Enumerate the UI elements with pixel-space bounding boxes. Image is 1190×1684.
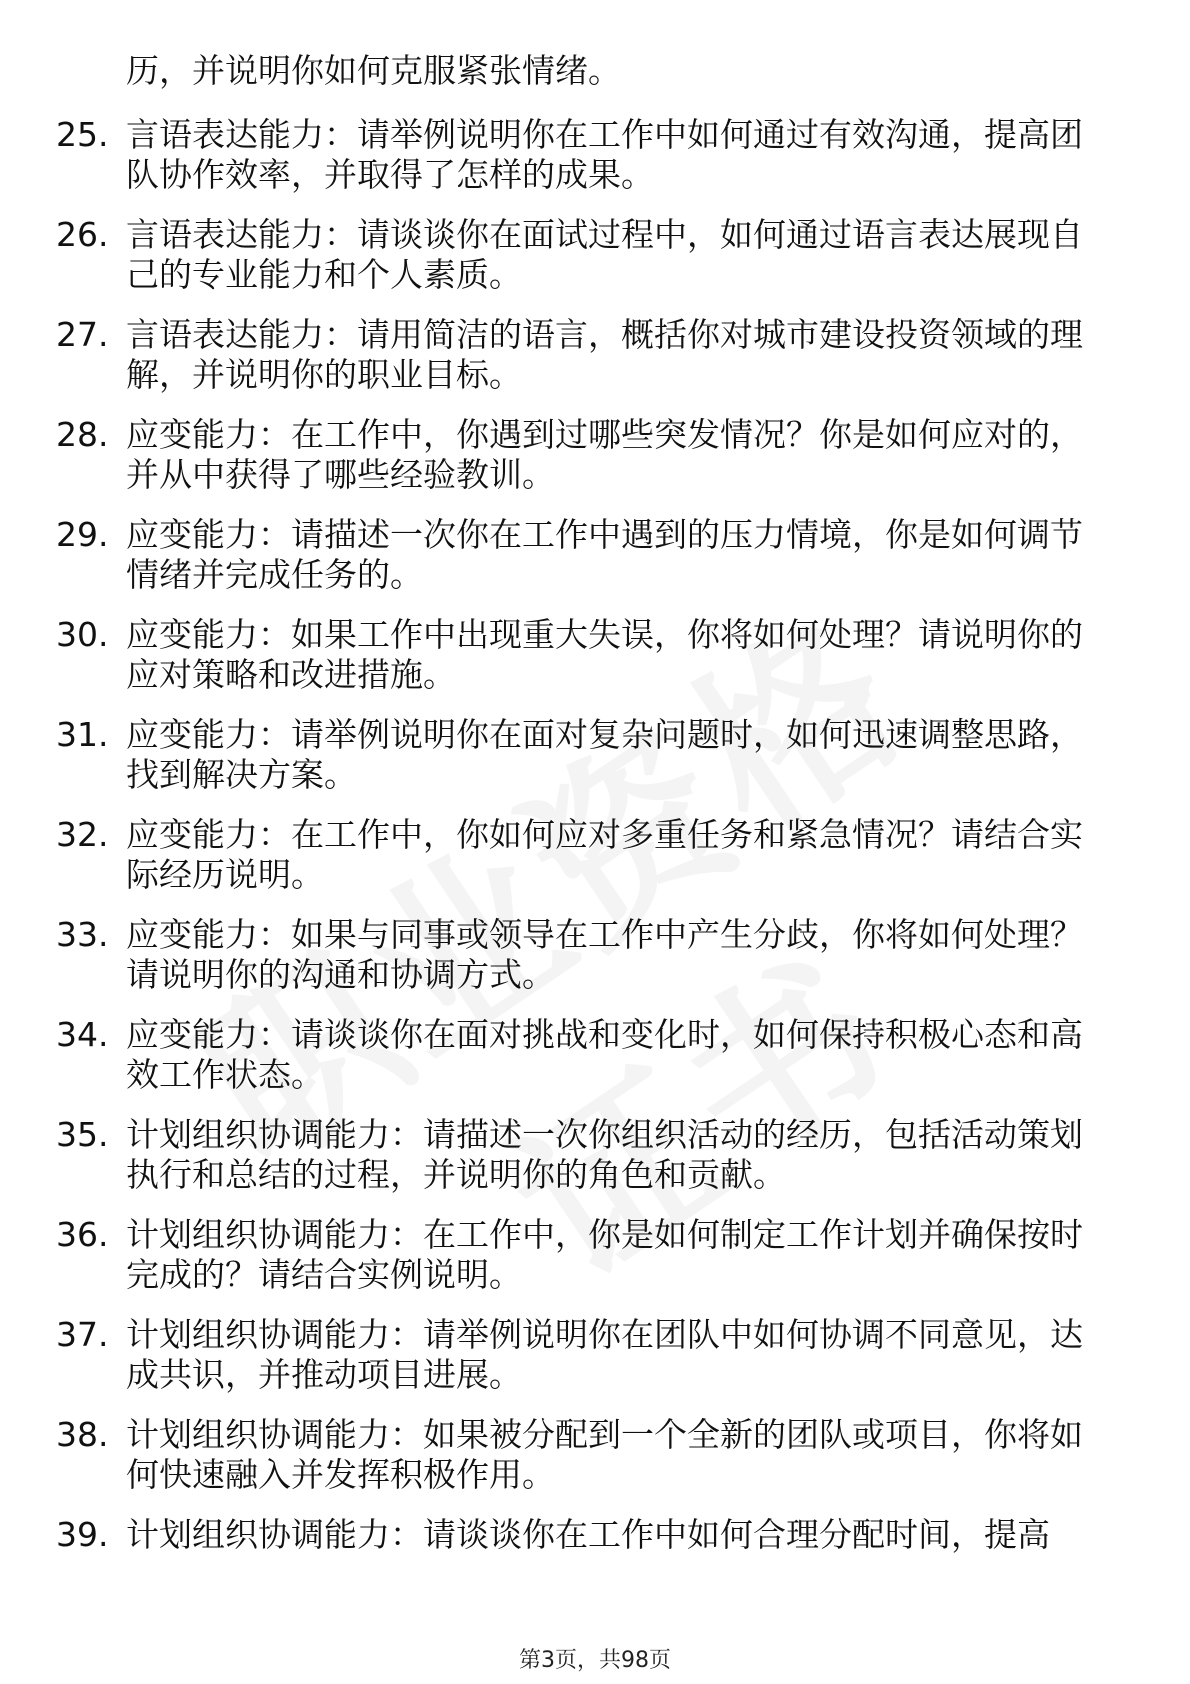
item-text: 应变能力：在工作中，你如何应对多重任务和紧急情况？请结合实际经历说明。 [126,815,1083,894]
item-text: 言语表达能力：请举例说明你在工作中如何通过有效沟通，提高团队协作效率，并取得了怎样的成果。 [126,115,1083,194]
item-number: 35. [56,1115,109,1154]
item-number: 34. [56,1015,109,1054]
item-number: 29. [56,515,109,554]
list-item [56,815,1106,895]
list-item [56,115,1106,195]
list-item [56,215,1106,295]
list-item [56,515,1106,595]
item-text: 计划组织协调能力：请描述一次你组织活动的经历，包括活动策划执行和总结的过程，并说明你的角色和贡献。 [126,1115,1083,1194]
list-item [56,915,1106,995]
list-item [56,1115,1106,1195]
list-item [56,615,1106,695]
list-item [56,1515,1106,1555]
item-text: 计划组织协调能力：如果被分配到一个全新的团队或项目，你将如何快速融入并发挥积极作用。 [126,1415,1083,1494]
list-item [56,715,1106,795]
item-number: 39. [56,1515,109,1554]
item-text: 计划组织协调能力：在工作中，你是如何制定工作计划并确保按时完成的？请结合实例说明。 [126,1215,1083,1294]
list-item [56,315,1106,395]
item-number: 38. [56,1415,109,1454]
item-text: 应变能力：请举例说明你在面对复杂问题时，如何迅速调整思路，找到解决方案。 [126,715,1083,794]
item-number: 30. [56,615,109,654]
item-number: 33. [56,915,109,954]
item-text: 应变能力：如果与同事或领导在工作中产生分歧，你将如何处理？请说明你的沟通和协调方式。 [126,915,1083,994]
item-number: 31. [56,715,109,754]
item-text: 计划组织协调能力：请谈谈你在工作中如何合理分配时间，提高 [126,1515,1050,1554]
item-number: 26. [56,215,109,254]
item-number: 37. [56,1315,109,1354]
page-number: 第3页，共98页 [519,1648,671,1673]
list-item [56,1315,1106,1395]
item-number: 25. [56,115,109,154]
item-number: 36. [56,1215,109,1254]
item-number: 32. [56,815,109,854]
question-list [56,46,1106,1575]
item-text: 言语表达能力：请谈谈你在面试过程中，如何通过语言表达展现自己的专业能力和个人素质。 [126,215,1083,294]
list-item [56,1015,1106,1095]
item-text: 应变能力：请谈谈你在面对挑战和变化时，如何保持积极心态和高效工作状态。 [126,1015,1083,1094]
list-item [56,1415,1106,1495]
list-item [56,1215,1106,1295]
item-text: 应变能力：在工作中，你遇到过哪些突发情况？你是如何应对的，并从中获得了哪些经验教训。 [126,415,1083,494]
list-item [56,415,1106,495]
item-text: 言语表达能力：请用简洁的语言，概括你对城市建设投资领域的理解，并说明你的职业目标。 [126,315,1083,394]
item-text: 应变能力：请描述一次你在工作中遇到的压力情境，你是如何调节情绪并完成任务的。 [126,515,1083,594]
item-number: 28. [56,415,109,454]
continued-text: 历，并说明你如何克服紧张情绪。 [126,51,621,90]
item-number: 27. [56,315,109,354]
item-text: 计划组织协调能力：请举例说明你在团队中如何协调不同意见，达成共识，并推动项目进展。 [126,1315,1083,1394]
item-text: 应变能力：如果工作中出现重大失误，你将如何处理？请说明你的应对策略和改进措施。 [126,615,1083,694]
